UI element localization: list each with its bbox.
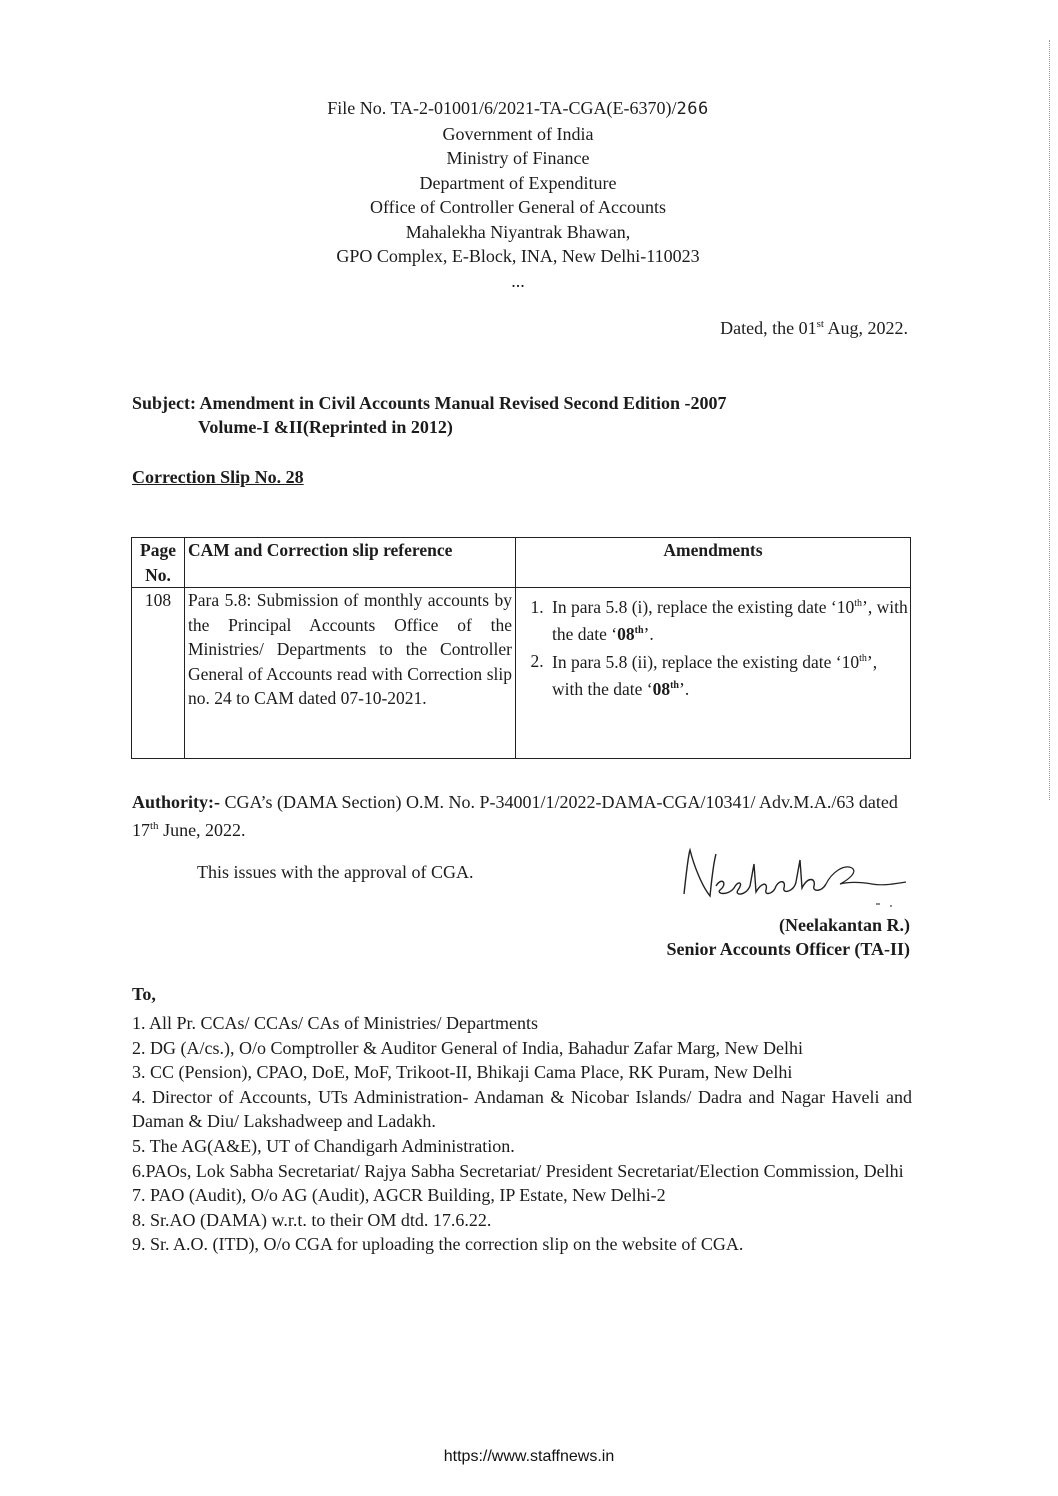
signature-icon bbox=[676, 846, 911, 916]
signatory bbox=[667, 913, 910, 961]
table-header-row bbox=[132, 538, 911, 588]
signatory-designation: Senior Accounts Officer (TA-II) bbox=[666, 939, 910, 959]
list-item: 8. Sr.AO (DAMA) w.r.t. to their OM dtd. 17.6.22. bbox=[132, 1209, 492, 1230]
government-line: Government of India bbox=[442, 123, 594, 144]
table-row bbox=[132, 588, 911, 759]
signatory-name: (Neelakantan R.) bbox=[779, 915, 910, 935]
scan-edge-artifact bbox=[1047, 40, 1050, 800]
letterhead bbox=[0, 96, 1036, 293]
cell-reference: Para 5.8: Submission of monthly accounts by the Principal Accounts Office of the Ministries/ Departments to the Controller General of Accounts read with Correction slip no. 24 to CAM dated 07-10-2021. bbox=[185, 588, 516, 759]
address-line: GPO Complex, E-Block, INA, New Delhi-110023 bbox=[336, 246, 700, 266]
list-item: 3. CC (Pension), CPAO, DoE, MoF, Trikoot-II, Bhikaji Cama Place, RK Puram, New Delhi bbox=[132, 1062, 793, 1083]
department-line: Department of Expenditure bbox=[419, 172, 617, 193]
header-amendments: Amendments bbox=[516, 538, 911, 588]
cell-amendments bbox=[516, 588, 911, 759]
addressee-list bbox=[132, 1011, 912, 1257]
list-item: 7. PAO (Audit), O/o AG (Audit), AGCR Building, IP Estate, New Delhi-2 bbox=[132, 1185, 666, 1206]
date-line: Dated, the 01st Aug, 2022. bbox=[720, 318, 908, 338]
list-item: 1. In para 5.8 (i), replace the existing date ‘10th’, with the date ‘08th’. bbox=[548, 592, 908, 647]
office-line: Office of Controller General of Accounts bbox=[369, 197, 667, 217]
list-item: 1. All Pr. CCAs/ CCAs/ CAs of Ministries/ Departments bbox=[132, 1013, 539, 1033]
correction-slip-number: Correction Slip No. 28 bbox=[132, 467, 304, 487]
amendment-table bbox=[131, 537, 911, 759]
subject bbox=[132, 391, 912, 439]
authority: Authority:- CGA’s (DAMA Section) O.M. No. P-34001/1/2022-DAMA-CGA/10341/ Adv.M.A./63 dated 17th June, 2022. bbox=[132, 792, 898, 840]
list-item: 6.PAOs, Lok Sabha Secretariat/ Rajya Sabha Secretariat/ President Secretariat/Election Commission, Delhi bbox=[132, 1160, 904, 1181]
list-item: 2. In para 5.8 (ii), replace the existing date ‘10th’, with the date ‘08th’. bbox=[548, 647, 908, 702]
ministry-line: Ministry of Finance bbox=[446, 148, 590, 168]
amendment-list bbox=[518, 592, 908, 701]
source-url: https://www.staffnews.in bbox=[443, 1448, 615, 1465]
list-item: 5. The AG(A&E), UT of Chandigarh Administration. bbox=[132, 1135, 515, 1156]
subject-line-2: Volume-I &II(Reprinted in 2012) bbox=[198, 417, 453, 437]
to-label: To, bbox=[132, 984, 156, 1004]
approval-note: This issues with the approval of CGA. bbox=[197, 862, 474, 882]
header-separator: ... bbox=[511, 270, 525, 291]
list-item: 4. Director of Accounts, UTs Administration- Andaman & Nicobar Islands/ Dadra and Nagar Haveli and Daman & Diu/ Lakshadweep and Ladakh. bbox=[132, 1086, 912, 1132]
header-reference: CAM and Correction slip reference bbox=[185, 538, 516, 588]
subject-line-1: Subject: Amendment in Civil Accounts Manual Revised Second Edition -2007 bbox=[132, 393, 727, 413]
handwritten-file-suffix: 266 bbox=[676, 99, 709, 119]
authority-label: Authority:- bbox=[132, 792, 220, 812]
list-item: 2. DG (A/cs.), O/o Comptroller & Auditor General of India, Bahadur Zafar Marg, New Delhi bbox=[132, 1037, 803, 1058]
cell-page: 108 bbox=[132, 588, 185, 759]
file-number: File No. TA-2-01001/6/2021-TA-CGA(E-6370)/266 bbox=[327, 98, 709, 119]
header-page-no: Page No. bbox=[132, 538, 185, 588]
building-line: Mahalekha Niyantrak Bhawan, bbox=[405, 221, 631, 242]
list-item: 9. Sr. A.O. (ITD), O/o CGA for uploading the correction slip on the website of CGA. bbox=[132, 1234, 744, 1255]
